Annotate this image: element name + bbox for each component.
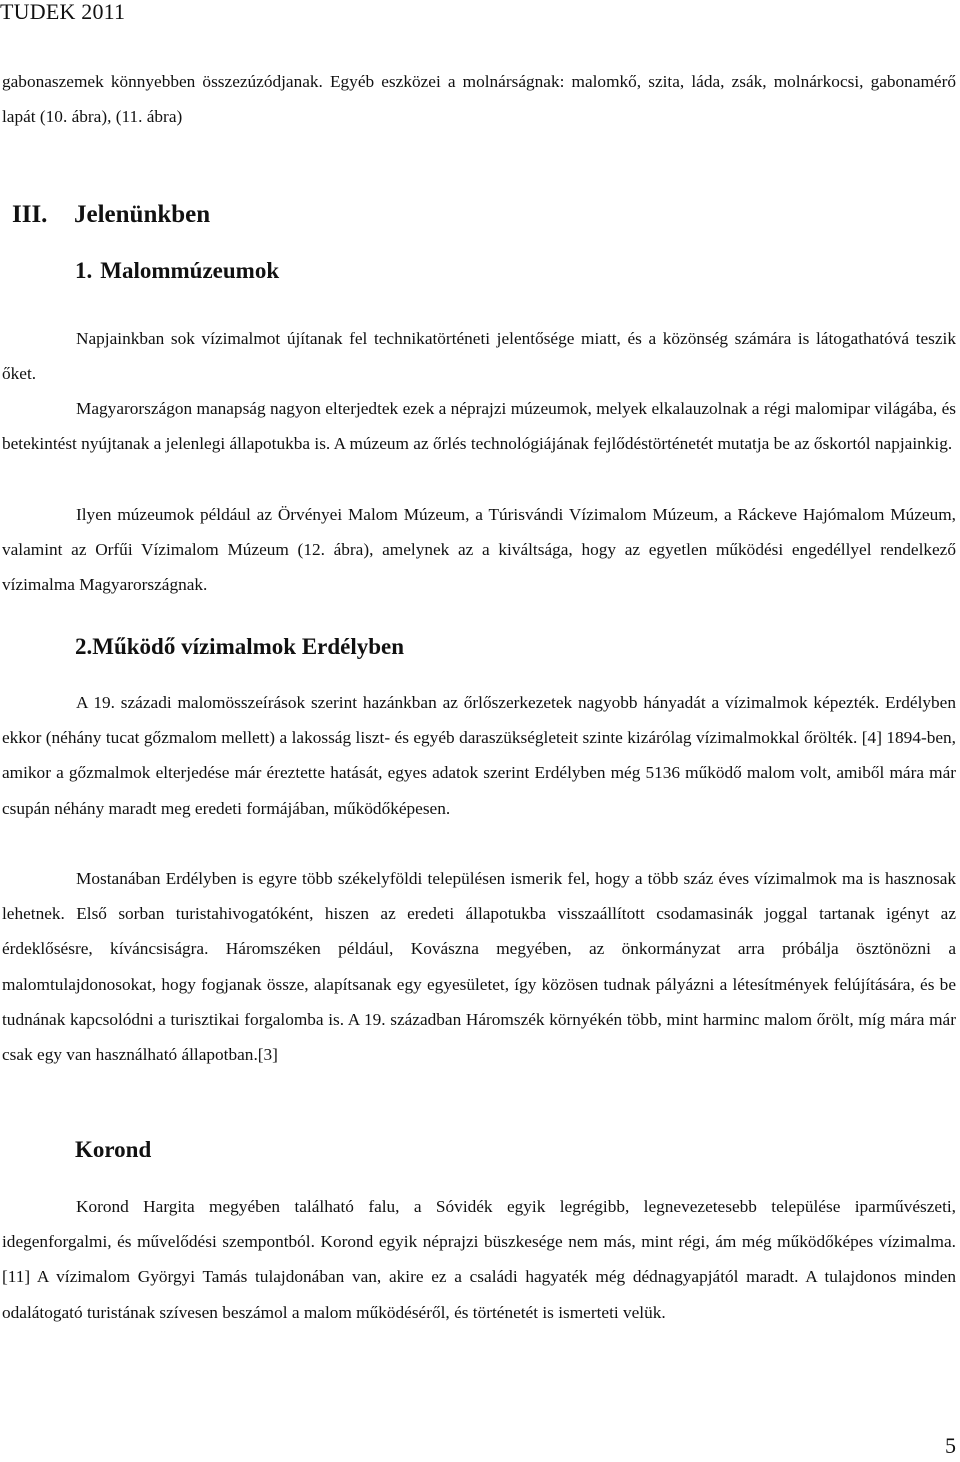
subsection-number: 2. — [75, 634, 93, 659]
intro-paragraph: gabonaszemek könnyebben összezúzódjanak. Egyéb eszközei a molnárságnak: malomkő, szita, láda, zsák, molnárkocsi, gabonamérő lapát (10. ábra), (11. ábra) — [2, 72, 956, 127]
running-header: TUDEK 2011 — [0, 0, 126, 24]
paragraph-malomosszeirasok: A 19. századi malomösszeírások szerint hazánkban az őrlőszerkezetek nagyobb hányadát a vízimalmok képezték. Erdélyben ekkor (néhány tucat gőzmalom mellett) a lakosság liszt- és egyéb daraszükségleteit szinte kizárólag vízimalmokkal őrölték. [4] 1894-ben, amikor a gőzmalmok elterjedése már éreztette hatását, egyes adatok szerint Erdélyben még 5136 működő malom volt, amiből mára már csupán néhány maradt meg eredeti formájában, működőképesen. — [2, 693, 956, 818]
paragraph-mostanaban: Mostanában Erdélyben is egyre több székelyföldi településen ismerik fel, hogy a több száz éves vízimalmok ma is hasznosak lehetnek. Első sorban turistahivogatóként, hiszen az eredeti állapotukba visszaállított csodamasinák joggal tartanak igényt az érdeklősésre, kíváncsiságra. Háromszéken például, Kovászna megyében, az önkormányzat arra próbálja ösztönözni a malomtulajdonosokat, hogy fogjanak össze, alapítsanak egy egyesületet, így közösen tudnak pályázni a létesítmények felújítására, és be tudnának kapcsolódni a turisztikai forgalomba is. A 19. században Háromszék környékén több, mint harminc malom őrölt, míg mára már csak egy van használható állapotban.[3] — [2, 869, 956, 1065]
paragraph-magyarorszagon: Magyarországon manapság nagyon elterjedtek ezek a néprajzi múzeumok, melyek elkalauzolnak a régi malomipar világába, és betekintést nyújtanak a jelenlegi állapotukba is. A múzeum az őrlés technológiájának fejlődéstörténetét mutatja be az őskortól napjainkig. — [2, 399, 956, 454]
subsection-number: 1. — [75, 258, 93, 283]
section-number: III. — [12, 201, 48, 228]
subsection-title: Működő vízimalmok Erdélyben — [92, 634, 405, 659]
subsection-heading-mukodo-vizimalmok — [75, 633, 404, 661]
paragraph-korond: Korond Hargita megyében található falu, a Sóvidék egyik legrégibb, legnevezetesebb települése iparművészeti, idegenforgalmi, és művelődési szempontból. Korond egyik néprajzi büszkesége nem más, mint régi, ám még működőképes vízimalma. [11] A vízimalom Györgyi Tamás tulajdonában van, akire ez a családi hagyaték még dédnagyapjától maradt. A tulajdonos minden odalátogató turistának szívesen beszámol a malom működéséről, és történetét is ismerteti velük. — [2, 1197, 956, 1322]
paragraph-ilyen-muzeumok: Ilyen múzeumok például az Örvényei Malom Múzeum, a Túrisvándi Vízimalom Múzeum, a Ráckeve Hajómalom Múzeum, valamint az Orfűi Vízimalom Múzeum (12. ábra), amelynek az a kiváltsága, hogy az egyetlen működési engedéllyel rendelkező vízimalma Magyarországnak. — [2, 505, 956, 595]
section-title: Jelenünkben — [74, 201, 211, 228]
subsection-title: Malommúzeumok — [100, 258, 280, 283]
section-heading-jelenunkben — [12, 200, 210, 230]
paragraph-napjainkban: Napjainkban sok vízimalmot újítanak fel technikatörténeti jelentősége miatt, és a közönség számára is látogathatóvá teszik őket. — [2, 329, 956, 384]
page-number: 5 — [945, 1433, 956, 1458]
subsection-heading-malommuzeumok — [75, 257, 279, 285]
korond-heading: Korond — [75, 1137, 152, 1162]
